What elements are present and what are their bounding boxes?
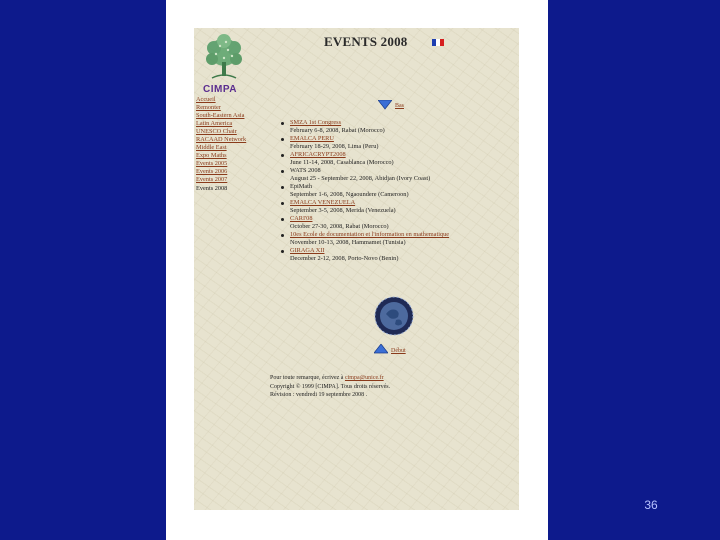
event-date: December 2-12, 2008, Porto-Novo (Benin): [290, 255, 399, 262]
event-date: February 18-29, 2008, Lima (Peru): [290, 143, 379, 150]
sidebar-nav: [196, 96, 266, 193]
event-name: WATS 2008: [290, 167, 321, 174]
event-item: [280, 231, 516, 247]
sidebar-item: Events 2008: [196, 184, 228, 192]
footer-copyright: Copyright © 1999 [CIMPA]. Tous droits réservés.: [270, 383, 391, 390]
event-date: February 6-8, 2008, Rabat (Morocco): [290, 127, 385, 134]
sidebar-item[interactable]: Latin America: [196, 120, 233, 128]
event-name: EpiMath: [290, 183, 313, 190]
event-name[interactable]: SMZA 1st Congress: [290, 119, 342, 126]
debut-link-label: Début: [391, 348, 406, 354]
footer-contact: [270, 374, 510, 383]
sidebar-item[interactable]: Events 2007: [196, 176, 228, 184]
event-item: [280, 247, 516, 263]
footer-revision: Révision : vendredi 19 septembre 2008 .: [270, 392, 368, 398]
sidebar-item[interactable]: Events 2006: [196, 168, 228, 176]
sidebar-item[interactable]: Remonter: [196, 104, 221, 112]
sidebar-item[interactable]: South-Eastern Asia: [196, 112, 245, 120]
event-date: October 27-30, 2008, Rabat (Morocco): [290, 223, 389, 230]
sidebar-item[interactable]: Middle East: [196, 144, 227, 152]
bas-link-label: Bas: [395, 103, 404, 109]
event-name[interactable]: AFRICACRYPT2008: [290, 151, 346, 158]
event-item: [280, 119, 516, 135]
footer-contact-email-link[interactable]: cimpa@unice.fr: [344, 375, 384, 381]
webpage-screenshot: [194, 28, 519, 510]
event-item: [280, 199, 516, 215]
event-date: June 11-14, 2008, Casablanca (Morocco): [290, 159, 394, 166]
event-name[interactable]: GIRAGA XII: [290, 247, 325, 254]
event-name[interactable]: EMALCA VENEZUELA: [290, 199, 356, 206]
bas-link[interactable]: [378, 100, 428, 112]
sidebar-item[interactable]: Events 2005: [196, 160, 228, 168]
sidebar-item[interactable]: UNESCO Chair: [196, 128, 237, 136]
event-date: August 25 - September 22, 2008, Abidjan (Ivory Coast): [290, 175, 431, 182]
footer-contact-text: Pour toute remarque, écrivez à: [270, 375, 344, 381]
event-date: November 10-13, 2008, Hammamet (Tunisia): [290, 239, 406, 246]
event-name[interactable]: EMALCA PERU: [290, 135, 334, 142]
right-blue-band: [548, 0, 720, 540]
page-title: EVENTS 2008: [324, 34, 408, 49]
sidebar-item[interactable]: Expo Maths: [196, 152, 227, 160]
event-date: September 3-5, 2008, Merida (Venezuela): [290, 207, 396, 214]
globe-icon: [374, 296, 414, 336]
event-item: [280, 183, 516, 199]
debut-link[interactable]: [374, 344, 424, 358]
logo-text: CIMPA: [203, 84, 237, 95]
sidebar-item[interactable]: RACAAD Network: [196, 136, 247, 144]
event-item: [280, 151, 516, 167]
tree-icon: [198, 32, 250, 92]
events-list: [280, 119, 516, 263]
sidebar-item[interactable]: Accueil: [196, 96, 216, 103]
french-flag-icon: [432, 39, 444, 46]
left-blue-band: [0, 0, 166, 540]
event-item: [280, 215, 516, 231]
event-item: [280, 135, 516, 151]
footer: [270, 374, 510, 400]
event-item: [280, 167, 516, 183]
event-name[interactable]: CARI'08: [290, 215, 313, 222]
arrow-down-icon: [378, 100, 392, 110]
event-date: September 1-6, 2008, Ngaoundere (Cameroon): [290, 191, 409, 198]
slide-number: 36: [644, 498, 658, 512]
event-name[interactable]: 10es Ecole de documentation et l'information en mathematique: [290, 231, 450, 238]
arrow-up-icon: [374, 344, 388, 354]
